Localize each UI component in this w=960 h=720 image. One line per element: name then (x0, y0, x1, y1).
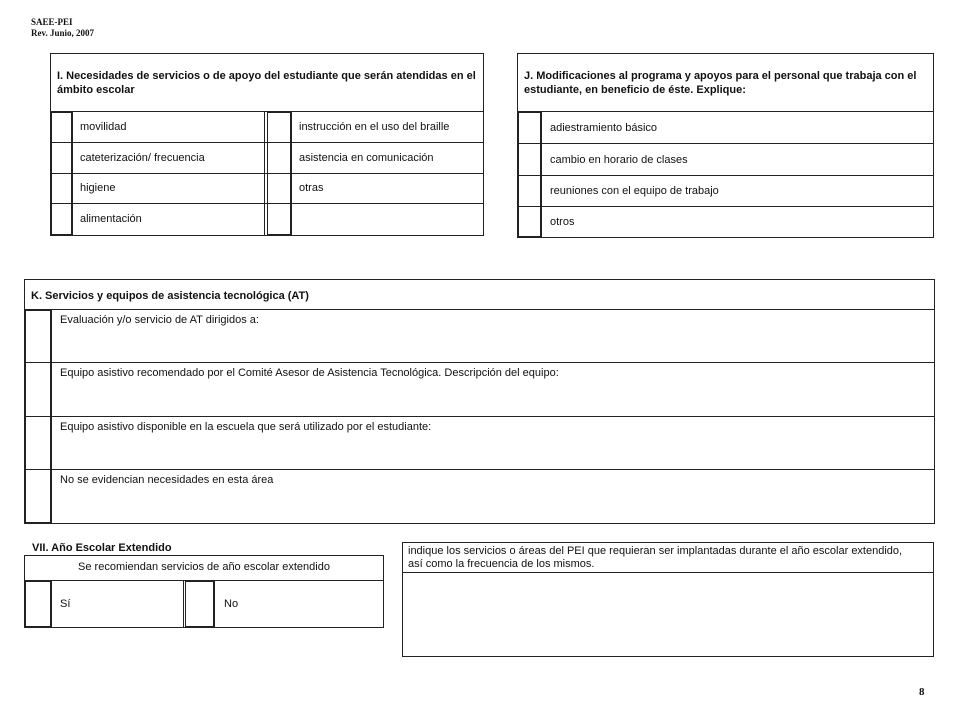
item-label: Equipo asistivo recomendado por el Comité Asesor de Asistencia Tecnológica. Descripción del equipo: (60, 367, 559, 379)
section-i-title: I. Necesidades de servicios o de apoyo del estudiante que serán atendidas en el ámbito escolar (57, 70, 476, 96)
checkbox-equipo-recomendado[interactable] (25, 363, 52, 416)
checkbox-otros[interactable] (518, 207, 542, 237)
item-label: otras (299, 182, 324, 194)
checkbox-no-necesidades[interactable] (25, 470, 52, 523)
item-label: adiestramiento básico (550, 122, 658, 134)
checkbox-evaluacion-at[interactable] (25, 310, 52, 362)
page-number: 8 (919, 686, 925, 698)
item-label: instrucción en el uso del braille (299, 121, 450, 133)
checkbox-movilidad[interactable] (51, 112, 73, 142)
checkbox-higiene[interactable] (51, 174, 73, 203)
checkbox-alimentacion[interactable] (51, 204, 73, 235)
checkbox-reuniones[interactable] (518, 176, 542, 206)
item-label: asistencia en comunicación (299, 152, 434, 164)
item-label: Equipo asistivo disponible en la escuela que será utilizado por el estudiante: (60, 421, 432, 433)
item-label: otros (550, 216, 575, 228)
checkbox-comunicacion[interactable] (267, 143, 292, 173)
checkbox-braille[interactable] (267, 112, 292, 142)
checkbox-equipo-disponible[interactable] (25, 417, 52, 469)
section-vii-subtitle: Se recomiendan servicios de año escolar extendido (78, 561, 330, 573)
checkbox-cambio-horario[interactable] (518, 144, 542, 175)
item-label: No se evidencian necesidades en esta área (60, 474, 274, 486)
section-k-title: K. Servicios y equipos de asistencia tecnológica (AT) (31, 290, 309, 302)
section-j-title: J. Modificaciones al programa y apoyos para el personal que trabaja con el estudiante, en beneficio de éste. Explique: (524, 70, 917, 96)
item-label: movilidad (80, 121, 127, 133)
item-label: Evaluación y/o servicio de AT dirigidos a: (60, 314, 259, 326)
section-vii-title: VII. Año Escolar Extendido (32, 542, 172, 554)
checkbox-si[interactable] (25, 581, 52, 627)
item-label: alimentación (80, 213, 142, 225)
checkbox-no[interactable] (185, 581, 215, 627)
yes-label: Sí (60, 598, 71, 610)
extended-year-instructions: indique los servicios o áreas del PEI que requieran ser implantadas durante el año escolar extendido, así como la frecuencia de los mismos. (408, 545, 903, 570)
no-label: No (224, 598, 239, 610)
item-label: cateterización/ frecuencia (80, 152, 205, 164)
checkbox-blank[interactable] (267, 204, 292, 235)
form-revision: Rev. Junio, 2007 (31, 28, 95, 38)
checkbox-otras[interactable] (267, 174, 292, 203)
item-label: cambio en horario de clases (550, 154, 688, 166)
item-label: reuniones con el equipo de trabajo (550, 185, 719, 197)
item-label: higiene (80, 182, 116, 194)
form-code: SAEE-PEI (31, 17, 73, 27)
checkbox-cateterizacion[interactable] (51, 143, 73, 173)
checkbox-adiestramiento[interactable] (518, 112, 542, 143)
